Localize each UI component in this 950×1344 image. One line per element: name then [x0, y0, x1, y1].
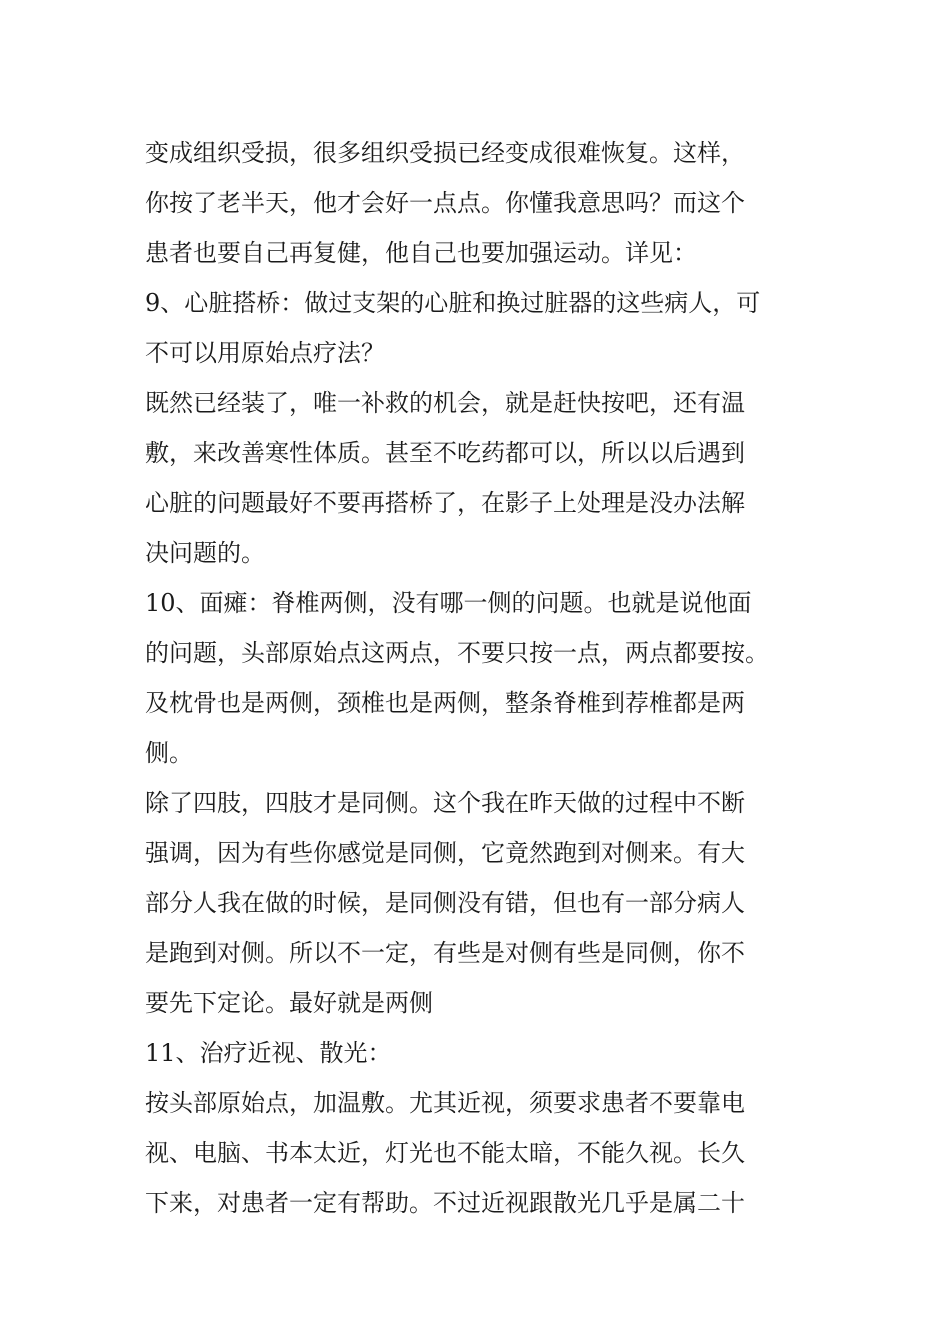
document-body: [145, 128, 815, 1228]
text-line: 要先下定论。最好就是两侧: [145, 989, 433, 1017]
text-line: 强调，因为有些你感觉是同侧，它竟然跑到对侧来。有大: [145, 839, 745, 867]
text-line: 变成组织受损，很多组织受损已经变成很难恢复。这样，: [145, 139, 745, 167]
text-line: 除了四肢，四肢才是同侧。这个我在昨天做的过程中不断: [145, 789, 745, 817]
text-line: 决问题的。: [145, 539, 265, 567]
text-line: 是跑到对侧。所以不一定，有些是对侧有些是同侧，你不: [145, 939, 745, 967]
text-line: 按头部原始点，加温敷。尤其近视，须要求患者不要靠电: [145, 1089, 745, 1117]
text-line: 部分人我在做的时候，是同侧没有错，但也有一部分病人: [145, 889, 745, 917]
section-heading-myopia: 11、治疗近视、散光：: [145, 1039, 392, 1067]
text-line: 不可以用原始点疗法？: [145, 339, 385, 367]
text-line: 侧。: [145, 739, 193, 767]
text-line: 及枕骨也是两侧，颈椎也是两侧，整条脊椎到荐椎都是两: [145, 689, 745, 717]
text-line: 既然已经装了，唯一补救的机会，就是赶快按吧，还有温: [145, 389, 745, 417]
text-line: 患者也要自己再复健，他自己也要加强运动。详见：: [145, 239, 697, 267]
text-line: 下来，对患者一定有帮助。不过近视跟散光几乎是属二十: [145, 1189, 745, 1217]
text-line: 视、电脑、书本太近，灯光也不能太暗，不能久视。长久: [145, 1139, 745, 1167]
text-line: 敷，来改善寒性体质。甚至不吃药都可以，所以以后遇到: [145, 439, 745, 467]
section-heading-heart-bypass: 9、心脏搭桥：做过支架的心脏和换过脏器的这些病人，可: [145, 289, 761, 317]
text-line: 的问题，头部原始点这两点，不要只按一点，两点都要按。: [145, 639, 769, 667]
text-line: 你按了老半天，他才会好一点点。你懂我意思吗？而这个: [145, 189, 745, 217]
text-line: 心脏的问题最好不要再搭桥了，在影子上处理是没办法解: [145, 489, 745, 517]
section-heading-facial-paralysis: 10、面瘫：脊椎两侧，没有哪一侧的问题。也就是说他面: [145, 589, 752, 617]
